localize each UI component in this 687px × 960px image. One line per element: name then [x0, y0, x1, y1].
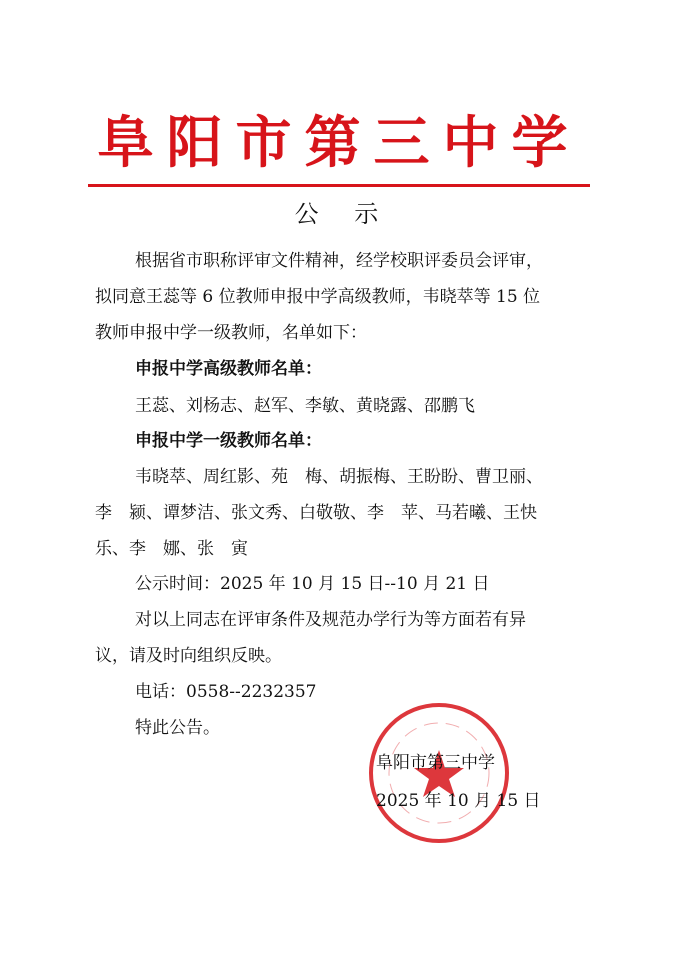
publicity-period: 公示时间：2025 年 10 月 15 日--10 月 21 日	[135, 574, 490, 594]
intro-line: 拟同意王蕊等 6 位教师申报中学高级教师，韦晓萃等 15 位	[95, 287, 541, 307]
first-level-names: 乐、李 娜、张 寅	[95, 539, 248, 559]
red-divider	[88, 184, 590, 187]
first-level-names: 韦晓萃、周红影、苑 梅、胡振梅、王盼盼、曹卫丽、	[135, 467, 543, 487]
school-title: 阜阳市第三中学	[97, 110, 581, 176]
first-level-names: 李 颍、谭梦洁、张文秀、白敬敬、李 苹、马若曦、王快	[95, 503, 537, 523]
signature-date: 2025 年 10 月 15 日	[376, 791, 541, 811]
closing-text: 特此公告。	[135, 718, 220, 738]
document-type-heading: 公 示	[294, 200, 393, 228]
intro-line: 教师申报中学一级教师，名单如下：	[95, 323, 367, 343]
phone-number: 电话：0558--2232357	[135, 682, 317, 702]
first-level-list-heading: 申报中学一级教师名单：	[135, 431, 322, 451]
intro-line: 根据省市职称评审文件精神，经学校职评委员会评审，	[135, 251, 543, 271]
senior-list-heading: 申报中学高级教师名单：	[135, 359, 322, 379]
objection-line: 对以上同志在评审条件及规范办学行为等方面若有异	[135, 610, 526, 630]
signature-org: 阜阳市第三中学	[376, 753, 495, 773]
objection-line: 议，请及时向组织反映。	[95, 646, 282, 666]
senior-names: 王蕊、刘杨志、赵军、李敏、黄晓露、邵鹏飞	[135, 396, 475, 416]
